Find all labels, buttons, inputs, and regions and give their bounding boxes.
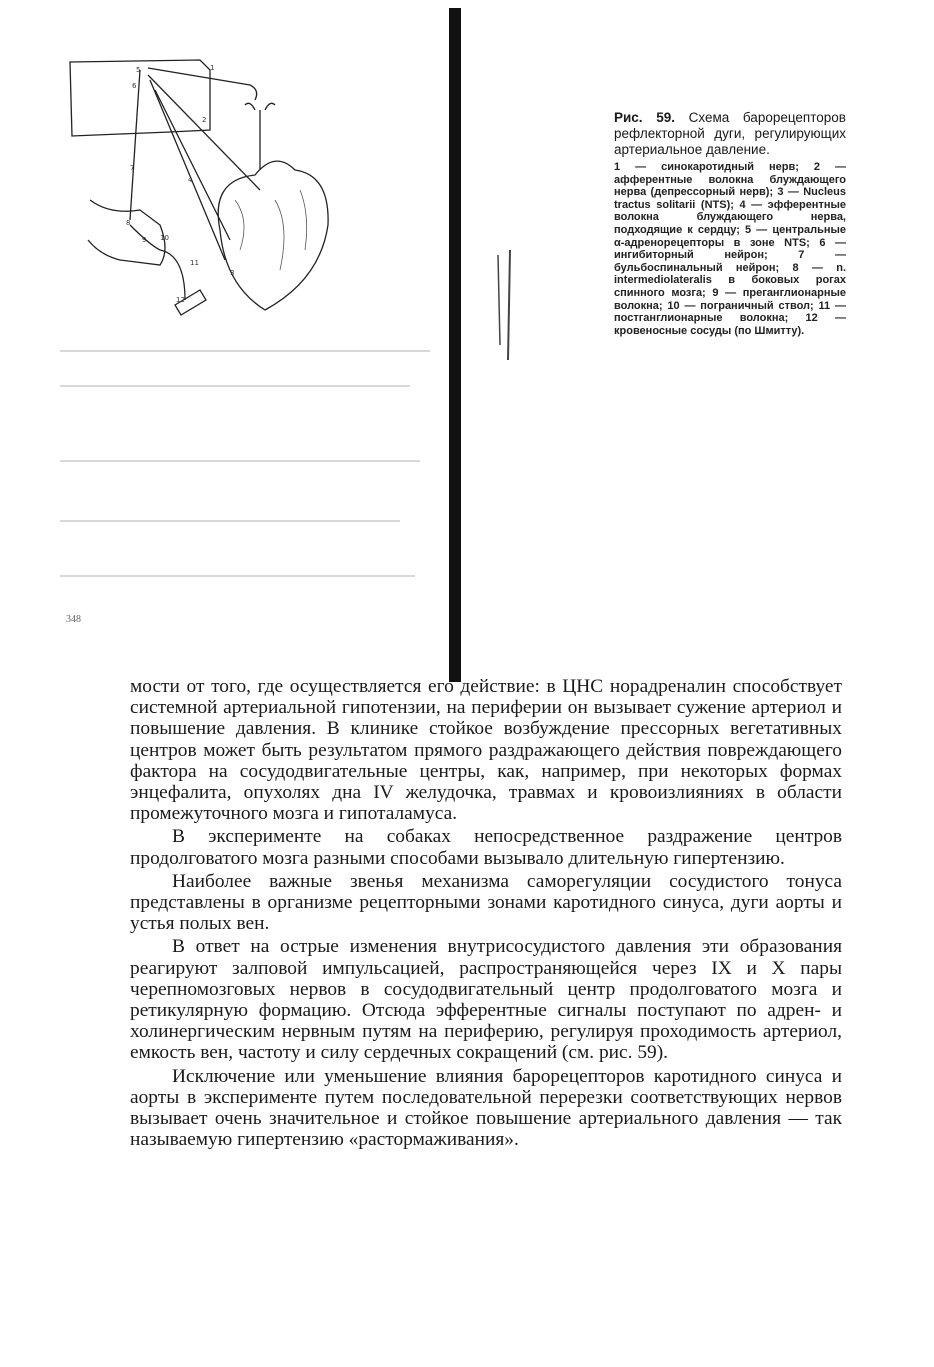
caption-title-text: Схема барорецепторов рефлекторной дуги, регулирующих артериальное давление. (614, 110, 846, 157)
bleed-through-line (60, 520, 400, 522)
bulbospinal-7 (130, 70, 140, 220)
nerve-1 (148, 68, 257, 100)
label-12: 12 (176, 296, 185, 304)
nerve-3 (150, 80, 225, 260)
bleed-through-line (60, 460, 420, 462)
label-6: 6 (132, 82, 137, 90)
caption-title (614, 110, 846, 158)
aorta (245, 103, 275, 170)
caption-legend: 1 — синокаротидный нерв; 2 — афферентные волокна блуждающего нерва (депрессорный нерв); 3 — Nucleus tractus solitarii (NTS); 4 — эфферентные волокна блуждающего нерва, подходящие к сердцу; 5 — центральные α-адренорецепторы в зоне NTS; 6 — ингибиторный нейрон; 7 — бульбоспинальный нейрон; 8 — n. intermediolateralis в боковых рогах спинного мозга; 9 — преганглионарные волокна; 10 — пограничный ствол; 11 — постганглионарные волокна; 12 — кровеносные сосуды (по Шмитту). (614, 161, 846, 337)
previous-page (0, 0, 452, 670)
label-2: 2 (202, 116, 207, 124)
label-8: 8 (126, 219, 131, 227)
paragraph: Наиболее важные звенья механизма саморегуляции сосудистого тонуса представлены в организме рецепторными зонами каротидного синуса, дуги аорты и устья полых вен. (130, 870, 842, 935)
figure-label: Рис. 59. (614, 110, 675, 125)
label-5: 5 (136, 66, 141, 74)
label-3: 3 (230, 269, 235, 277)
spinal-cord-outline (88, 200, 165, 265)
gutter-shadow (449, 8, 461, 682)
label-1: 1 (210, 64, 215, 72)
baroreflex-diagram (60, 50, 360, 340)
paragraph: мости от того, где осуществляется его действие: в ЦНС норадреналин способствует системной артериальной гипотензии, на периферии он вызывает сужение артериол и повышение давления. В клинике стойкое возбуждение прессорных вегетативных центров может быть результатом прямого раздражающего действия повреждающего фактора на сосудодвигательные центры, как, например, при некоторых формах энцефалита, опухолях дна IV желудочка, травмах и кровоизлияниях в области промежуточного мозга и гипоталамуса. (130, 676, 842, 825)
paragraph: В эксперименте на собаках непосредственное раздражение центров продолговатого мозга разными способами вызывало длительную гипертензию. (130, 826, 842, 869)
label-4: 4 (188, 176, 193, 184)
label-7: 7 (130, 164, 135, 172)
body-text (130, 676, 842, 1152)
label-11: 11 (190, 259, 199, 267)
page-number: 348 (66, 614, 81, 625)
margin-marks (490, 250, 530, 370)
label-9: 9 (142, 236, 147, 244)
figure-caption (614, 110, 846, 337)
paragraph: В ответ на острые изменения внутрисосудистого давления эти образования реагируют залповой импульсацией, распространяющейся через IX и X пары черепномозговых нервов в сосудодвигательный центр продолговатого мозга и ретикулярную формацию. Отсюда эфферентные сигналы поступают по адрен- и холинергическим нервным путям на периферию, регулируя проходимость артериол, емкость вен, частоту и силу сердечных сокращений (см. рис. 59). (130, 936, 842, 1064)
label-10: 10 (160, 234, 169, 242)
bleed-through-line (60, 350, 430, 352)
bleed-through-line (60, 575, 415, 577)
paragraph: Исключение или уменьшение влияния барорецепторов каротидного синуса и аорты в эксперименте путем последовательной перерезки соответствующих нервов вызывает очень значительное и стойкое повышение артериального давления — так называемую гипертензию «растормаживания». (130, 1065, 842, 1151)
heart-outline (218, 161, 328, 310)
bleed-through-line (60, 385, 410, 387)
